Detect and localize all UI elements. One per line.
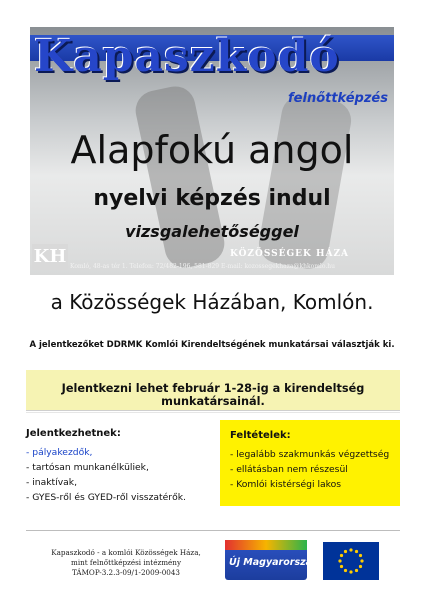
- footer-line: Kapaszkodó - a komlói Közösségek Háza,: [51, 548, 201, 557]
- conditions-title: Feltételek:: [230, 430, 291, 441]
- logo-stripe: [225, 540, 307, 550]
- applicants-section: [26, 428, 218, 505]
- kh-logo-letters: KH: [33, 246, 67, 267]
- course-title: Alapfokú angol: [70, 128, 354, 172]
- footer-text: [26, 548, 226, 578]
- conditions-list: [230, 447, 389, 492]
- exam-note: vizsgalehetőséggel: [125, 222, 299, 241]
- uj-magyarorszag-logo: [225, 540, 319, 580]
- apply-shadow-line: [26, 412, 400, 413]
- footer-line: mint felnőttképzési intézmény: [71, 558, 181, 567]
- kh-name: KÖZÖSSÉGEK HÁZA: [230, 249, 350, 259]
- list-item: - inaktívak,: [26, 477, 78, 488]
- list-item: - GYES-ről és GYED-ről visszatérők.: [26, 492, 186, 503]
- conditions-box: [220, 420, 400, 506]
- selection-note: A jelentkezőket DDRMK Komlói Kirendeltségének munkatársai választják ki.: [29, 340, 395, 350]
- apply-box: [26, 370, 400, 410]
- eu-flag-icon: [323, 542, 379, 580]
- apply-shadow-line: [26, 410, 400, 411]
- contact-info: Komló, 48-as tér 1. Telefon: 72/482-196, 581-829 E-mail: kozossegekhaza@khkomlo.hu: [70, 263, 335, 270]
- footer-divider: [26, 530, 400, 531]
- hero-hand-shape: [256, 92, 354, 272]
- list-item: - pályakezdők,: [26, 447, 93, 458]
- course-subtitle: nyelvi képzés indul: [93, 186, 331, 211]
- list-item: - ellátásban nem részesül: [230, 464, 348, 475]
- uj-magyarorszag-text: Új Magyarország: [229, 557, 319, 568]
- kh-logo: [32, 244, 68, 270]
- applicants-title: Jelentkezhetnek:: [26, 428, 121, 439]
- list-item: - legalább szakmunkás végzettség: [230, 449, 390, 460]
- apply-text: Jelentkezni lehet február 1-28-ig a kirendeltség munkatársainál.: [61, 382, 365, 408]
- hero-hand-shape: [132, 83, 228, 272]
- list-item: - Komlói kistérségi lakos: [230, 479, 342, 490]
- brand-title: Kapaszkodó: [34, 31, 340, 82]
- location-text: a Közösségek Házában, Komlón.: [50, 290, 374, 314]
- applicants-list: [26, 445, 218, 505]
- list-item: - tartósan munkanélküliek,: [26, 462, 149, 473]
- brand-subtitle: felnőttképzés: [288, 91, 388, 106]
- footer-line: TÁMOP-3.2.3-09/1-2009-0043: [71, 568, 180, 577]
